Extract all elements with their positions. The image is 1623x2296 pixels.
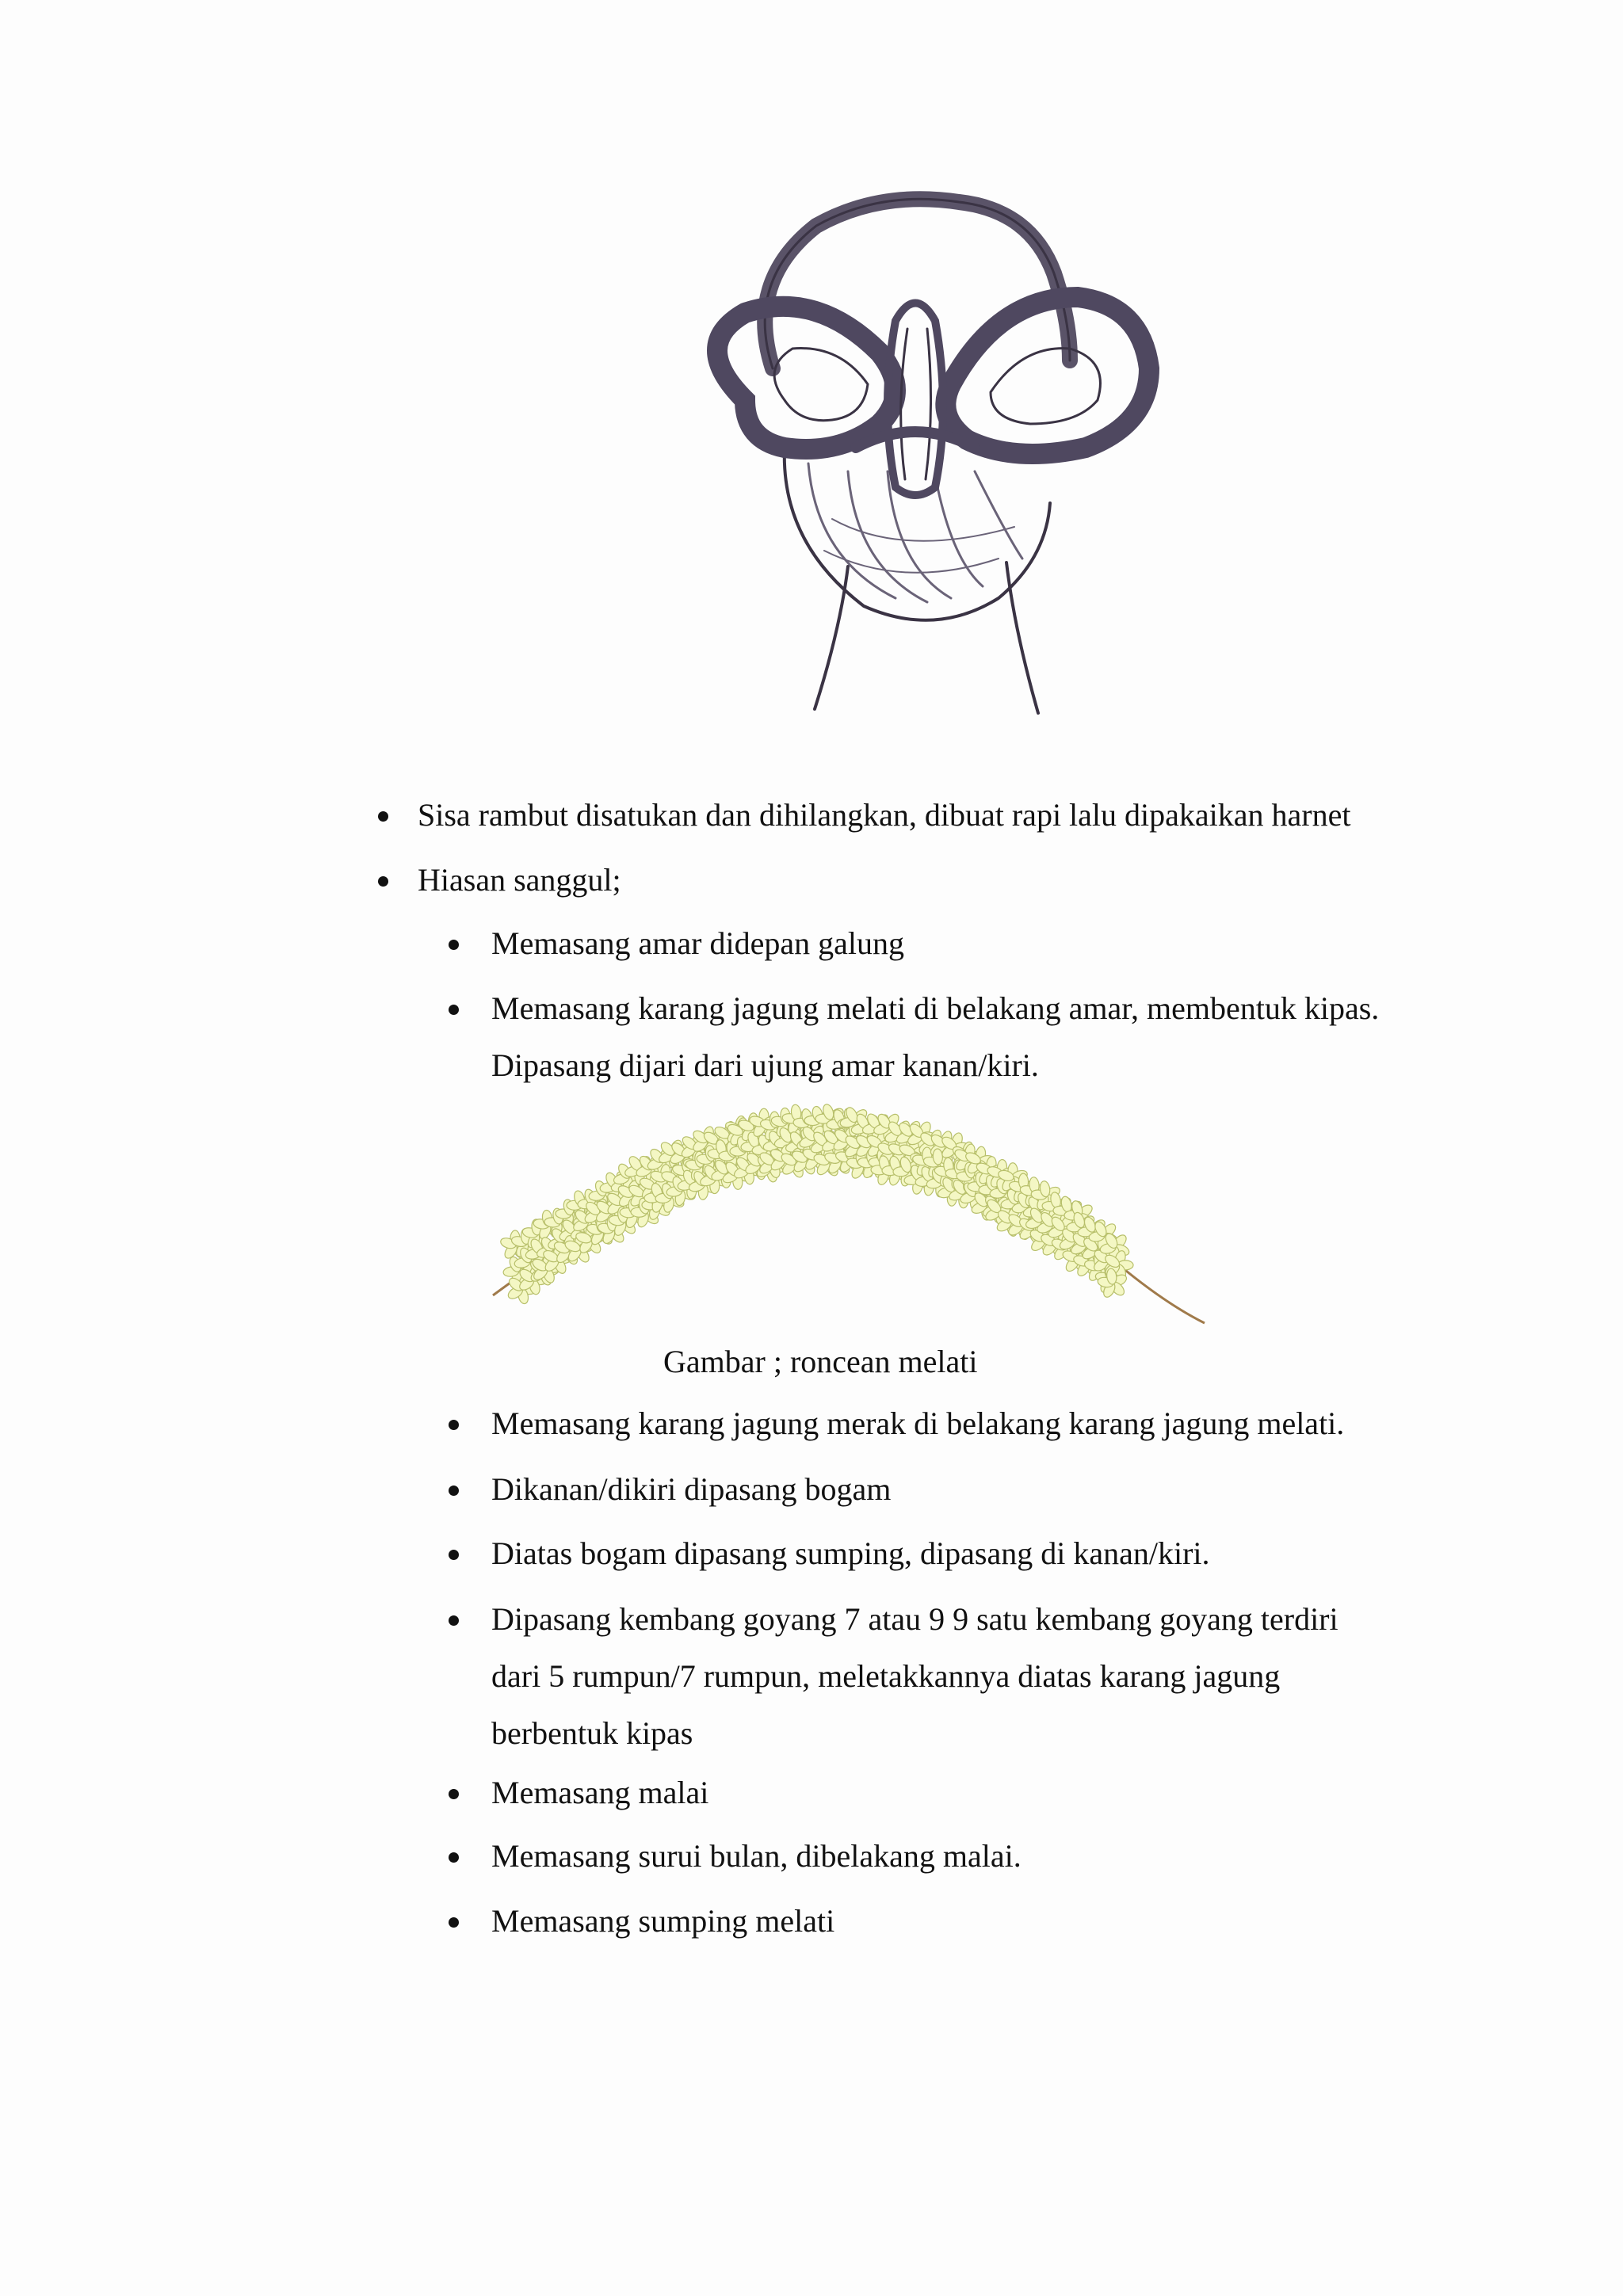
- bullet-icon: [378, 876, 388, 887]
- bullet-icon: [449, 1486, 459, 1496]
- list-item: Dikanan/dikiri dipasang bogam: [491, 1474, 891, 1505]
- bullet-icon: [449, 940, 459, 950]
- list-item: Memasang sumping melati: [491, 1905, 834, 1937]
- list-item: Memasang amar didepan galung: [491, 928, 904, 959]
- list-item: Memasang karang jagung melati di belakang amar, membentuk kipas. Dipasang dijari dari ujung amar kanan/kiri.: [491, 993, 1379, 1081]
- bullet-icon: [449, 1852, 459, 1863]
- list-item: Hiasan sanggul;: [418, 864, 621, 896]
- list-item: Memasang malai: [491, 1777, 708, 1809]
- list-item: Memasang surui bulan, dibelakang malai.: [491, 1840, 1022, 1872]
- jasmine-garland-illustration: [483, 1097, 1212, 1335]
- list-item: Sisa rambut disatukan dan dihilangkan, dibuat rapi lalu dipakaikan harnet: [418, 799, 1350, 831]
- jasmine-flowers: [497, 1097, 1138, 1309]
- hair-bun-illustration: [697, 186, 1205, 717]
- bullet-icon: [449, 1550, 459, 1560]
- bullet-icon: [449, 1420, 459, 1430]
- figure-caption: Gambar ; roncean melati: [663, 1344, 978, 1379]
- bullet-icon: [449, 1789, 459, 1799]
- bullet-icon: [449, 1615, 459, 1626]
- list-item: Diatas bogam dipasang sumping, dipasang di kanan/kiri.: [491, 1538, 1210, 1569]
- list-item: Memasang karang jagung merak di belakang karang jagung melati.: [491, 1408, 1344, 1440]
- list-item: Dipasang kembang goyang 7 atau 9 9 satu kembang goyang terdiri dari 5 rumpun/7 rumpun, meletakkannya diatas karang jagung berbentuk kipas: [491, 1604, 1338, 1749]
- bullet-icon: [449, 1005, 459, 1015]
- bullet-icon: [378, 811, 388, 822]
- bullet-icon: [449, 1917, 459, 1928]
